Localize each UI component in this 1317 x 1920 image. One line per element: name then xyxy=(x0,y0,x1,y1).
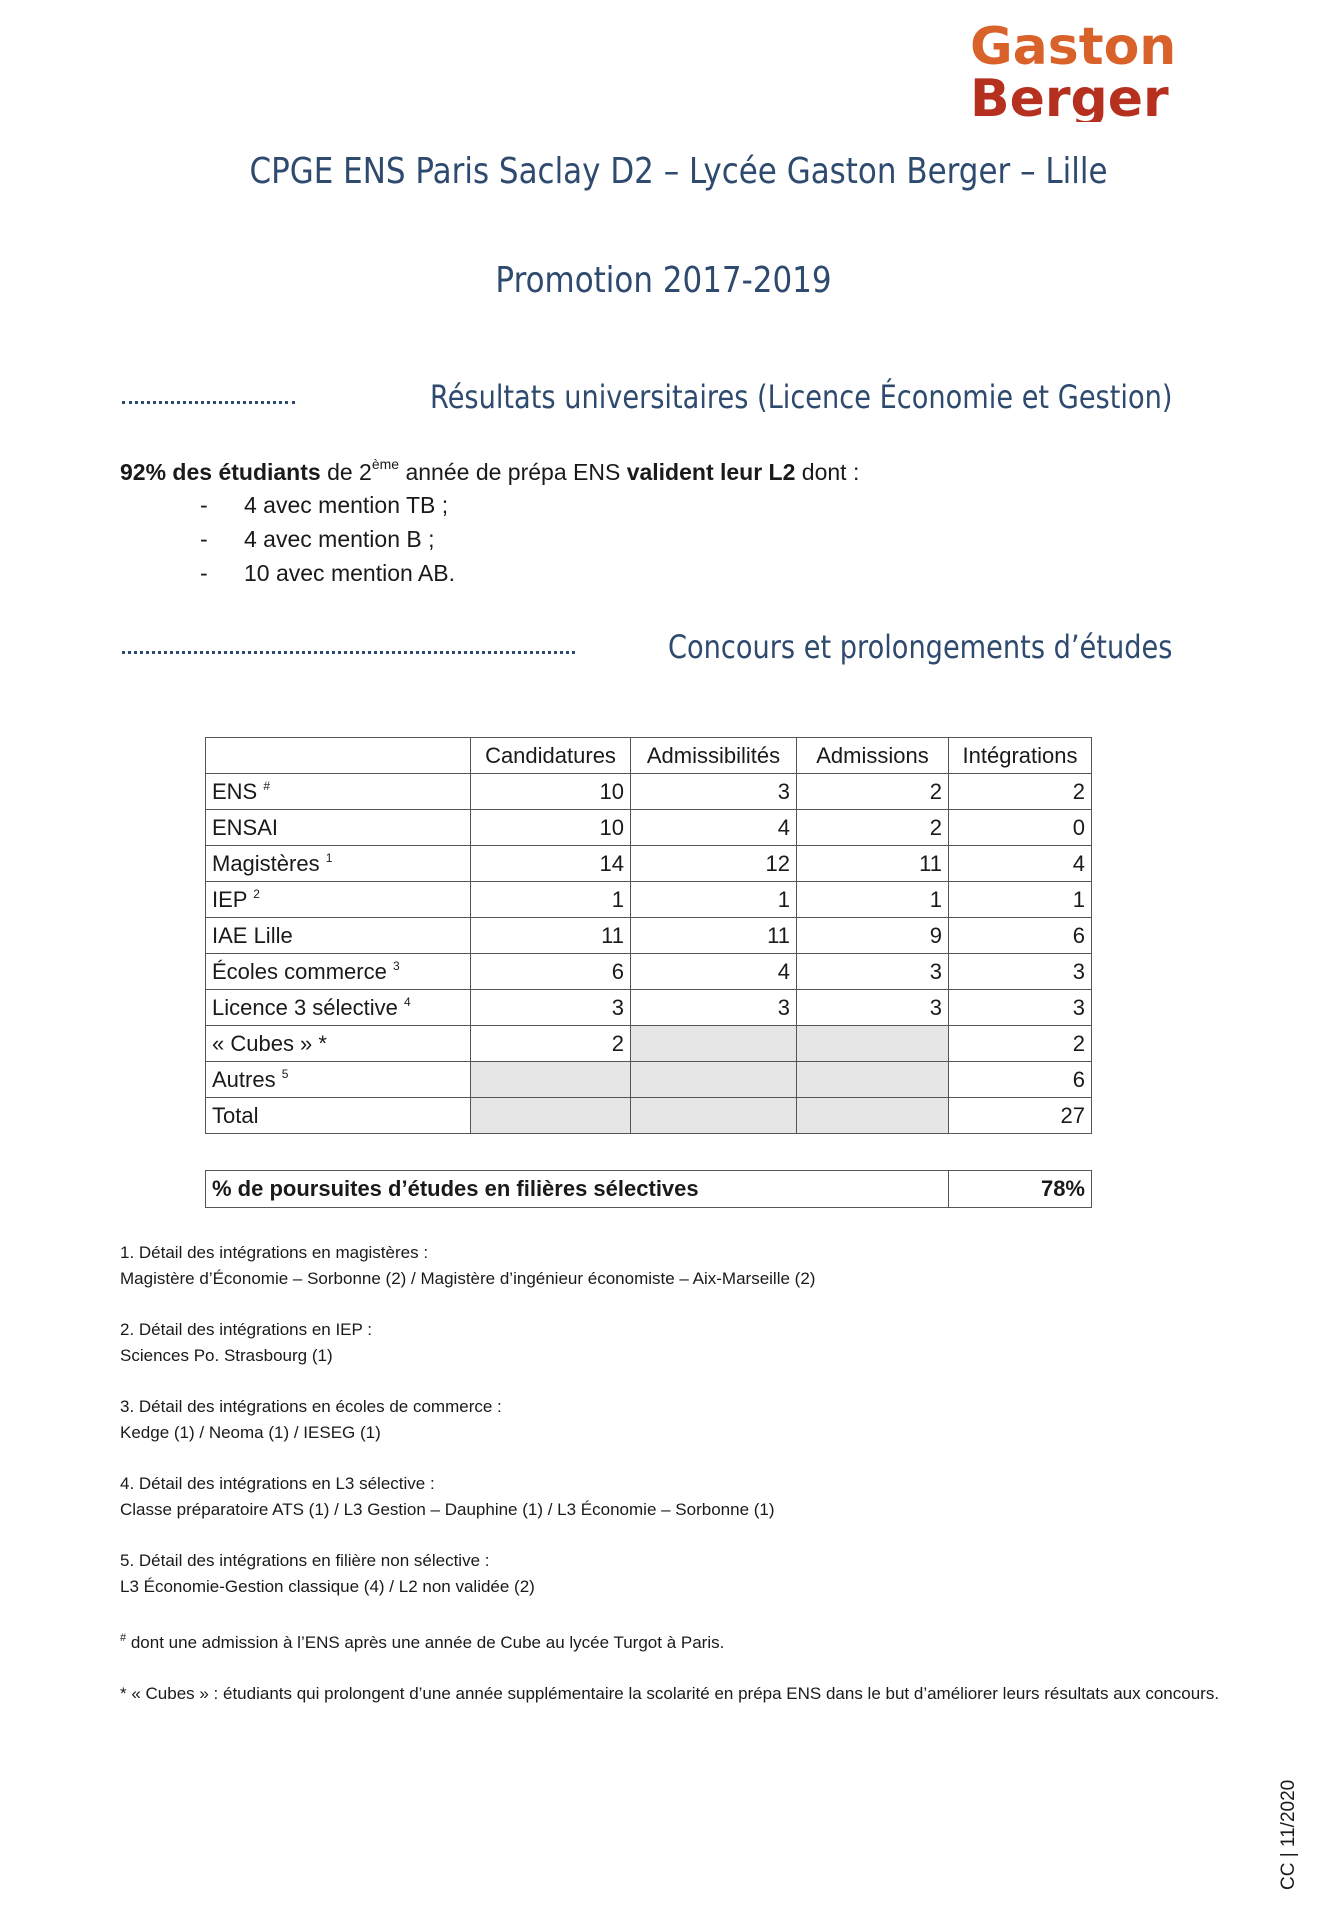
dotted-leader xyxy=(122,651,575,654)
note-title: 4. Détail des intégrations en L3 sélective : xyxy=(120,1474,435,1493)
table-cell: 3 xyxy=(949,990,1092,1026)
table-header-row xyxy=(206,738,1092,774)
table-row xyxy=(206,918,1092,954)
row-label-text: IAE Lille xyxy=(212,922,293,948)
row-label-text: Autres xyxy=(212,1066,276,1092)
table-cell: 12 xyxy=(631,846,797,882)
footer-code: CC | 11/2020 xyxy=(1278,1779,1299,1890)
table-row xyxy=(206,1098,1092,1134)
column-header: Candidatures xyxy=(471,738,631,774)
intro-text-3: dont : xyxy=(795,459,860,485)
table-cell: 3 xyxy=(631,990,797,1026)
intro-bold-1: 92% des étudiants xyxy=(120,459,321,485)
note-3 xyxy=(120,1394,1220,1446)
row-label xyxy=(206,1098,471,1134)
table-cell: 1 xyxy=(471,882,631,918)
table-cell xyxy=(631,1098,797,1134)
section-heading: Concours et prolongements d’études xyxy=(667,628,1172,666)
row-label xyxy=(206,990,471,1026)
note-4 xyxy=(120,1471,1220,1523)
table-cell: 9 xyxy=(797,918,949,954)
gaston-berger-logo xyxy=(970,22,1290,122)
row-label-text: « Cubes » * xyxy=(212,1030,327,1056)
mentions-list xyxy=(200,492,455,594)
list-item: - 4 avec mention B ; xyxy=(200,526,455,560)
note-title: 5. Détail des intégrations en filière non sélective : xyxy=(120,1551,490,1570)
table-cell xyxy=(797,1026,949,1062)
percentage-value: 78% xyxy=(949,1171,1092,1208)
row-footnote-mark: 5 xyxy=(281,1066,289,1081)
hash-text: dont une admission à l’ENS après une année de Cube au lycée Turgot à Paris. xyxy=(126,1633,725,1652)
table-cell: 0 xyxy=(949,810,1092,846)
table-row xyxy=(206,774,1092,810)
note-5 xyxy=(120,1548,1220,1600)
row-footnote-mark: 2 xyxy=(253,886,260,901)
table-cell xyxy=(797,1098,949,1134)
row-label xyxy=(206,1026,471,1062)
table-cell: 11 xyxy=(471,918,631,954)
note-title: 1. Détail des intégrations en magistères : xyxy=(120,1243,429,1262)
table-cell: 4 xyxy=(949,846,1092,882)
logo-line2: Berger xyxy=(970,69,1169,122)
intro-sup: ème xyxy=(371,456,400,472)
dotted-leader xyxy=(122,401,295,404)
table-cell: 1 xyxy=(949,882,1092,918)
table-row xyxy=(206,1062,1092,1098)
note-detail: Kedge (1) / Neoma (1) / IESEG (1) xyxy=(120,1423,381,1442)
corner-cell xyxy=(206,738,471,774)
list-item: - 10 avec mention AB. xyxy=(200,560,455,594)
table-cell xyxy=(631,1062,797,1098)
section-university-results xyxy=(122,378,1172,416)
table-cell: 3 xyxy=(631,774,797,810)
row-footnote-mark: 4 xyxy=(404,994,411,1009)
row-label xyxy=(206,1062,471,1098)
table-cell xyxy=(471,1062,631,1098)
section-heading: Résultats universitaires (Licence Économie et Gestion) xyxy=(429,378,1172,416)
row-label xyxy=(206,774,471,810)
table-cell: 4 xyxy=(631,810,797,846)
note-hash xyxy=(120,1625,1220,1656)
table-cell: 3 xyxy=(797,954,949,990)
promotion-title: Promotion 2017-2019 xyxy=(495,260,832,301)
row-label-text: Total xyxy=(212,1102,259,1128)
column-header: Intégrations xyxy=(949,738,1092,774)
table-cell: 10 xyxy=(471,774,631,810)
table-cell: 3 xyxy=(797,990,949,1026)
table-cell: 2 xyxy=(949,774,1092,810)
intro-bold-2: valident leur L2 xyxy=(626,459,796,485)
table-row xyxy=(206,1026,1092,1062)
table-cell xyxy=(797,1062,949,1098)
table-cell: 2 xyxy=(471,1026,631,1062)
table-cell: 1 xyxy=(631,882,797,918)
column-header: Admissions xyxy=(797,738,949,774)
table-row xyxy=(206,846,1092,882)
table-cell: 11 xyxy=(631,918,797,954)
column-header: Admissibilités xyxy=(631,738,797,774)
note-detail: L3 Économie-Gestion classique (4) / L2 non validée (2) xyxy=(120,1577,535,1596)
note-1 xyxy=(120,1240,1220,1292)
results-table xyxy=(205,737,1092,1134)
table-cell: 14 xyxy=(471,846,631,882)
logo-line1: Gaston xyxy=(970,22,1177,77)
table-cell: 27 xyxy=(949,1098,1092,1134)
table-cell: 10 xyxy=(471,810,631,846)
row-label xyxy=(206,954,471,990)
table-cell: 6 xyxy=(949,1062,1092,1098)
table-cell: 4 xyxy=(631,954,797,990)
table-cell: 3 xyxy=(949,954,1092,990)
table-cell xyxy=(471,1098,631,1134)
table-row xyxy=(206,990,1092,1026)
table-cell: 3 xyxy=(471,990,631,1026)
table-cell xyxy=(631,1026,797,1062)
percentage-label: % de poursuites d’études en filières sélectives xyxy=(206,1171,949,1208)
row-footnote-mark: 1 xyxy=(325,850,333,865)
intro-text-1: de 2 xyxy=(320,459,372,485)
percentage-row xyxy=(206,1171,1092,1208)
note-title: 3. Détail des intégrations en écoles de commerce : xyxy=(120,1397,502,1416)
footnotes xyxy=(120,1240,1220,1732)
selective-percentage-table xyxy=(205,1170,1092,1208)
note-detail: Classe préparatoire ATS (1) / L3 Gestion – Dauphine (1) / L3 Économie – Sorbonne (1) xyxy=(120,1500,775,1519)
row-footnote-mark: # xyxy=(263,778,271,793)
note-detail: Sciences Po. Strasbourg (1) xyxy=(120,1346,333,1365)
table-cell: 2 xyxy=(797,774,949,810)
row-label-text: Écoles commerce xyxy=(212,958,387,984)
row-label xyxy=(206,846,471,882)
row-label xyxy=(206,918,471,954)
table-cell: 6 xyxy=(471,954,631,990)
row-label-text: IEP xyxy=(212,886,248,912)
row-label xyxy=(206,810,471,846)
note-2 xyxy=(120,1317,1220,1369)
row-footnote-mark: 3 xyxy=(392,958,400,973)
table-row xyxy=(206,810,1092,846)
page-title: CPGE ENS Paris Saclay D2 – Lycée Gaston Berger – Lille xyxy=(249,151,1108,192)
hash-mark: # xyxy=(120,1632,127,1644)
note-cubes: * « Cubes » : étudiants qui prolongent d’une année supplémentaire la scolarité en prépa ENS dans le but d’améliorer leurs résultats aux concours. xyxy=(120,1684,1220,1703)
l2-validation-summary xyxy=(120,456,859,486)
row-label xyxy=(206,882,471,918)
table-cell: 2 xyxy=(949,1026,1092,1062)
section-competitions xyxy=(122,628,1172,666)
table-cell: 1 xyxy=(797,882,949,918)
note-title: 2. Détail des intégrations en IEP : xyxy=(120,1320,373,1339)
note-detail: Magistère d’Économie – Sorbonne (2) / Magistère d’ingénieur économiste – Aix-Marseille (2) xyxy=(120,1269,816,1288)
table-row xyxy=(206,954,1092,990)
table-cell: 6 xyxy=(949,918,1092,954)
intro-text-2: année de prépa ENS xyxy=(399,459,627,485)
logo-graphic xyxy=(970,22,1290,122)
row-label-text: ENSAI xyxy=(212,814,279,840)
row-label-text: Magistères xyxy=(212,850,320,876)
list-item: - 4 avec mention TB ; xyxy=(200,492,455,526)
table-row xyxy=(206,882,1092,918)
row-label-text: ENS xyxy=(212,778,258,804)
row-label-text: Licence 3 sélective xyxy=(212,994,398,1020)
table-cell: 2 xyxy=(797,810,949,846)
table-cell: 11 xyxy=(797,846,949,882)
